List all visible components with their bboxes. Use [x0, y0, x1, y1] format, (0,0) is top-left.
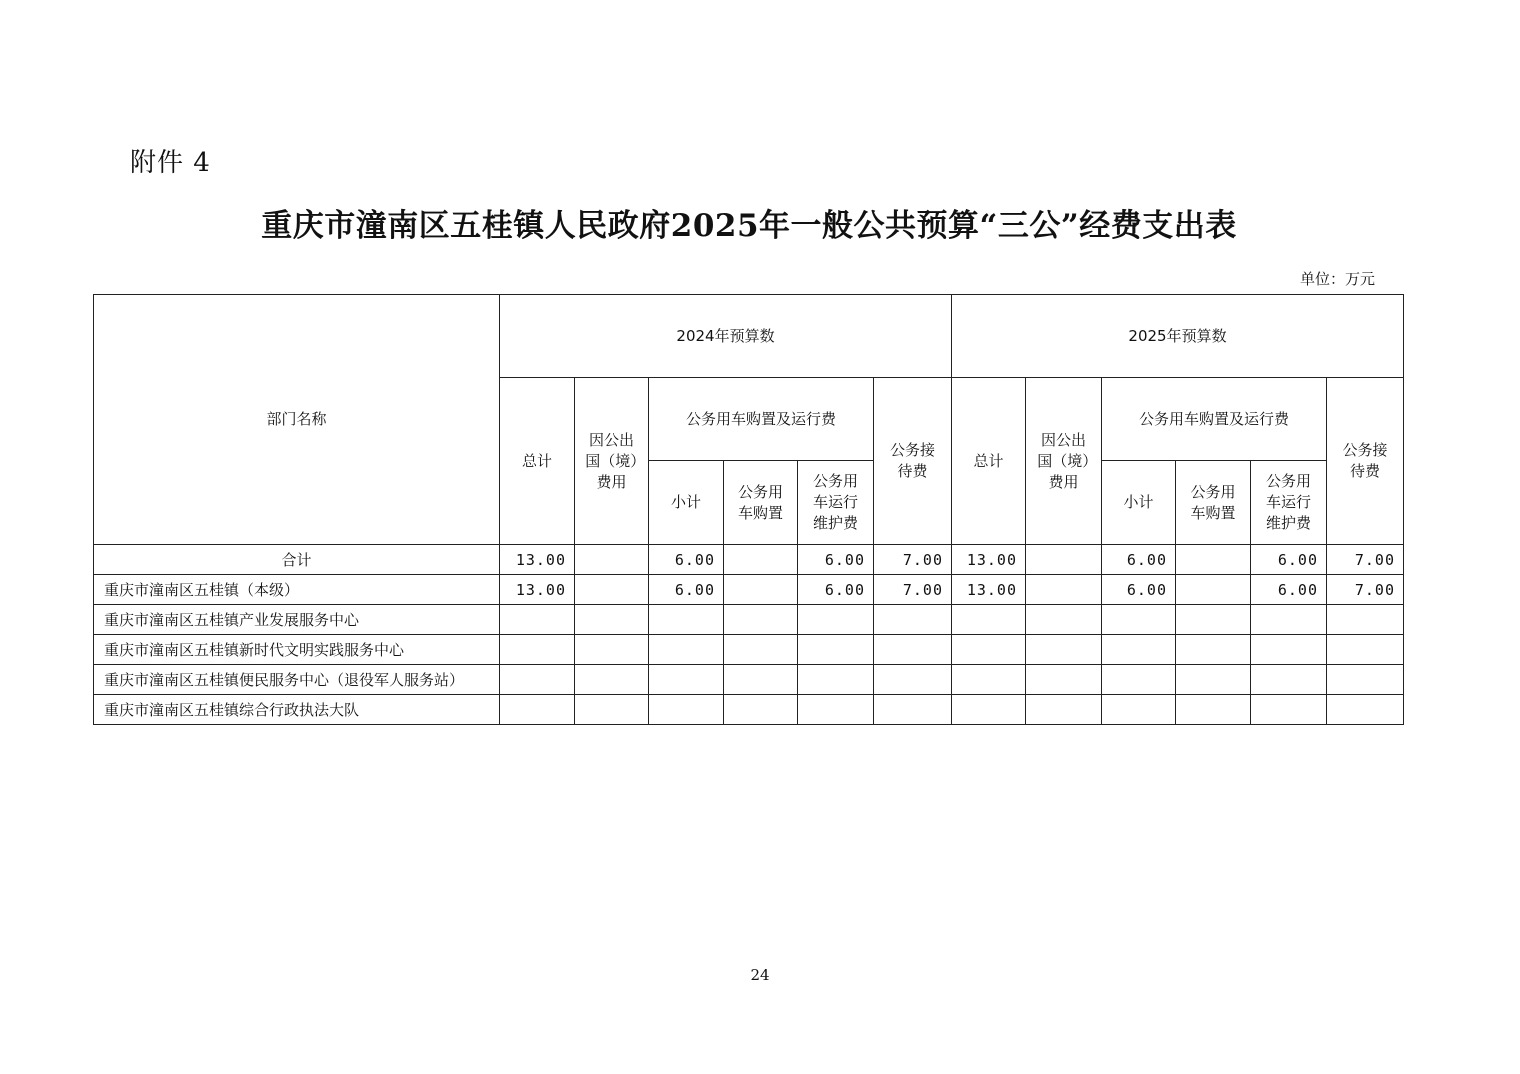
value-cell — [1026, 665, 1102, 695]
value-cell — [500, 665, 575, 695]
dept-name-cell: 合计 — [94, 545, 500, 575]
document-title: 重庆市潼南区五桂镇人民政府2025年一般公共预算“三公”经费支出表 — [261, 208, 1237, 244]
vehicle-header-2025: 公务用车购置及运行费 — [1102, 378, 1327, 461]
vehicle-purchase-header-2024: 公务用车购置 — [724, 461, 798, 545]
value-cell — [500, 695, 575, 725]
vehicle-maintenance-header-2025: 公务用车运行维护费 — [1251, 461, 1327, 545]
total-header-2024: 总计 — [500, 378, 575, 545]
value-cell: 13.00 — [952, 575, 1026, 605]
value-cell: 6.00 — [1102, 575, 1176, 605]
value-cell: 13.00 — [500, 545, 575, 575]
year-2025-header: 2025年预算数 — [952, 295, 1404, 378]
value-cell — [1176, 665, 1251, 695]
table-row — [94, 545, 1404, 575]
year-2024-header: 2024年预算数 — [500, 295, 952, 378]
value-cell: 6.00 — [798, 575, 874, 605]
value-cell — [874, 635, 952, 665]
value-cell: 13.00 — [500, 575, 575, 605]
value-cell — [1251, 665, 1327, 695]
value-cell — [952, 665, 1026, 695]
value-cell — [500, 605, 575, 635]
vehicle-maintenance-header-2024: 公务用车运行维护费 — [798, 461, 874, 545]
budget-table — [93, 294, 1404, 725]
value-cell — [1327, 605, 1404, 635]
value-cell: 13.00 — [952, 545, 1026, 575]
abroad-header-2024: 因公出国（境）费用 — [575, 378, 649, 545]
value-cell — [1176, 545, 1251, 575]
value-cell — [952, 635, 1026, 665]
total-header-2025: 总计 — [952, 378, 1026, 545]
value-cell — [1026, 575, 1102, 605]
value-cell — [724, 635, 798, 665]
value-cell — [500, 635, 575, 665]
value-cell: 6.00 — [1102, 545, 1176, 575]
value-cell — [1102, 635, 1176, 665]
table-row — [94, 575, 1404, 605]
value-cell — [649, 605, 724, 635]
value-cell — [874, 605, 952, 635]
value-cell — [1102, 695, 1176, 725]
reception-header-2024: 公务接待费 — [874, 378, 952, 545]
dept-name-cell: 重庆市潼南区五桂镇新时代文明实践服务中心 — [94, 635, 500, 665]
value-cell: 6.00 — [798, 545, 874, 575]
value-cell — [1251, 605, 1327, 635]
value-cell — [1026, 545, 1102, 575]
value-cell — [1176, 635, 1251, 665]
dept-name-header: 部门名称 — [94, 295, 500, 545]
value-cell — [575, 605, 649, 635]
attachment-label: 附件 4 — [130, 148, 211, 178]
value-cell — [798, 605, 874, 635]
value-cell — [724, 575, 798, 605]
value-cell — [649, 695, 724, 725]
value-cell — [1176, 695, 1251, 725]
table-row — [94, 665, 1404, 695]
table-row — [94, 605, 1404, 635]
value-cell — [575, 545, 649, 575]
value-cell — [798, 635, 874, 665]
value-cell: 6.00 — [649, 545, 724, 575]
value-cell — [1102, 605, 1176, 635]
table-body — [94, 545, 1404, 725]
value-cell: 7.00 — [874, 545, 952, 575]
value-cell: 7.00 — [1327, 545, 1404, 575]
value-cell — [874, 695, 952, 725]
value-cell — [724, 605, 798, 635]
value-cell — [1026, 695, 1102, 725]
value-cell — [724, 665, 798, 695]
dept-name-cell: 重庆市潼南区五桂镇综合行政执法大队 — [94, 695, 500, 725]
value-cell — [1327, 695, 1404, 725]
dept-name-cell: 重庆市潼南区五桂镇产业发展服务中心 — [94, 605, 500, 635]
value-cell — [1176, 605, 1251, 635]
vehicle-subtotal-header-2025: 小计 — [1102, 461, 1176, 545]
reception-header-2025: 公务接待费 — [1327, 378, 1404, 545]
value-cell — [1176, 575, 1251, 605]
value-cell: 6.00 — [1251, 545, 1327, 575]
value-cell: 7.00 — [1327, 575, 1404, 605]
value-cell: 7.00 — [874, 575, 952, 605]
value-cell — [724, 545, 798, 575]
value-cell: 6.00 — [649, 575, 724, 605]
page-number: 24 — [750, 966, 770, 984]
value-cell — [798, 695, 874, 725]
value-cell — [1026, 635, 1102, 665]
value-cell — [1251, 695, 1327, 725]
value-cell — [649, 665, 724, 695]
value-cell — [1327, 635, 1404, 665]
abroad-header-2025: 因公出国（境）费用 — [1026, 378, 1102, 545]
value-cell — [952, 695, 1026, 725]
value-cell — [1327, 665, 1404, 695]
value-cell — [724, 695, 798, 725]
value-cell — [575, 665, 649, 695]
table-row — [94, 695, 1404, 725]
dept-name-cell: 重庆市潼南区五桂镇（本级） — [94, 575, 500, 605]
value-cell — [874, 665, 952, 695]
value-cell — [1251, 635, 1327, 665]
value-cell — [575, 575, 649, 605]
value-cell — [649, 635, 724, 665]
vehicle-header-2024: 公务用车购置及运行费 — [649, 378, 874, 461]
value-cell — [575, 695, 649, 725]
value-cell — [952, 605, 1026, 635]
value-cell: 6.00 — [1251, 575, 1327, 605]
value-cell — [1102, 665, 1176, 695]
dept-name-cell: 重庆市潼南区五桂镇便民服务中心（退役军人服务站） — [94, 665, 500, 695]
unit-label: 单位：万元 — [1300, 270, 1376, 288]
value-cell — [575, 635, 649, 665]
table-row — [94, 635, 1404, 665]
vehicle-purchase-header-2025: 公务用车购置 — [1176, 461, 1251, 545]
vehicle-subtotal-header-2024: 小计 — [649, 461, 724, 545]
value-cell — [798, 665, 874, 695]
value-cell — [1026, 605, 1102, 635]
